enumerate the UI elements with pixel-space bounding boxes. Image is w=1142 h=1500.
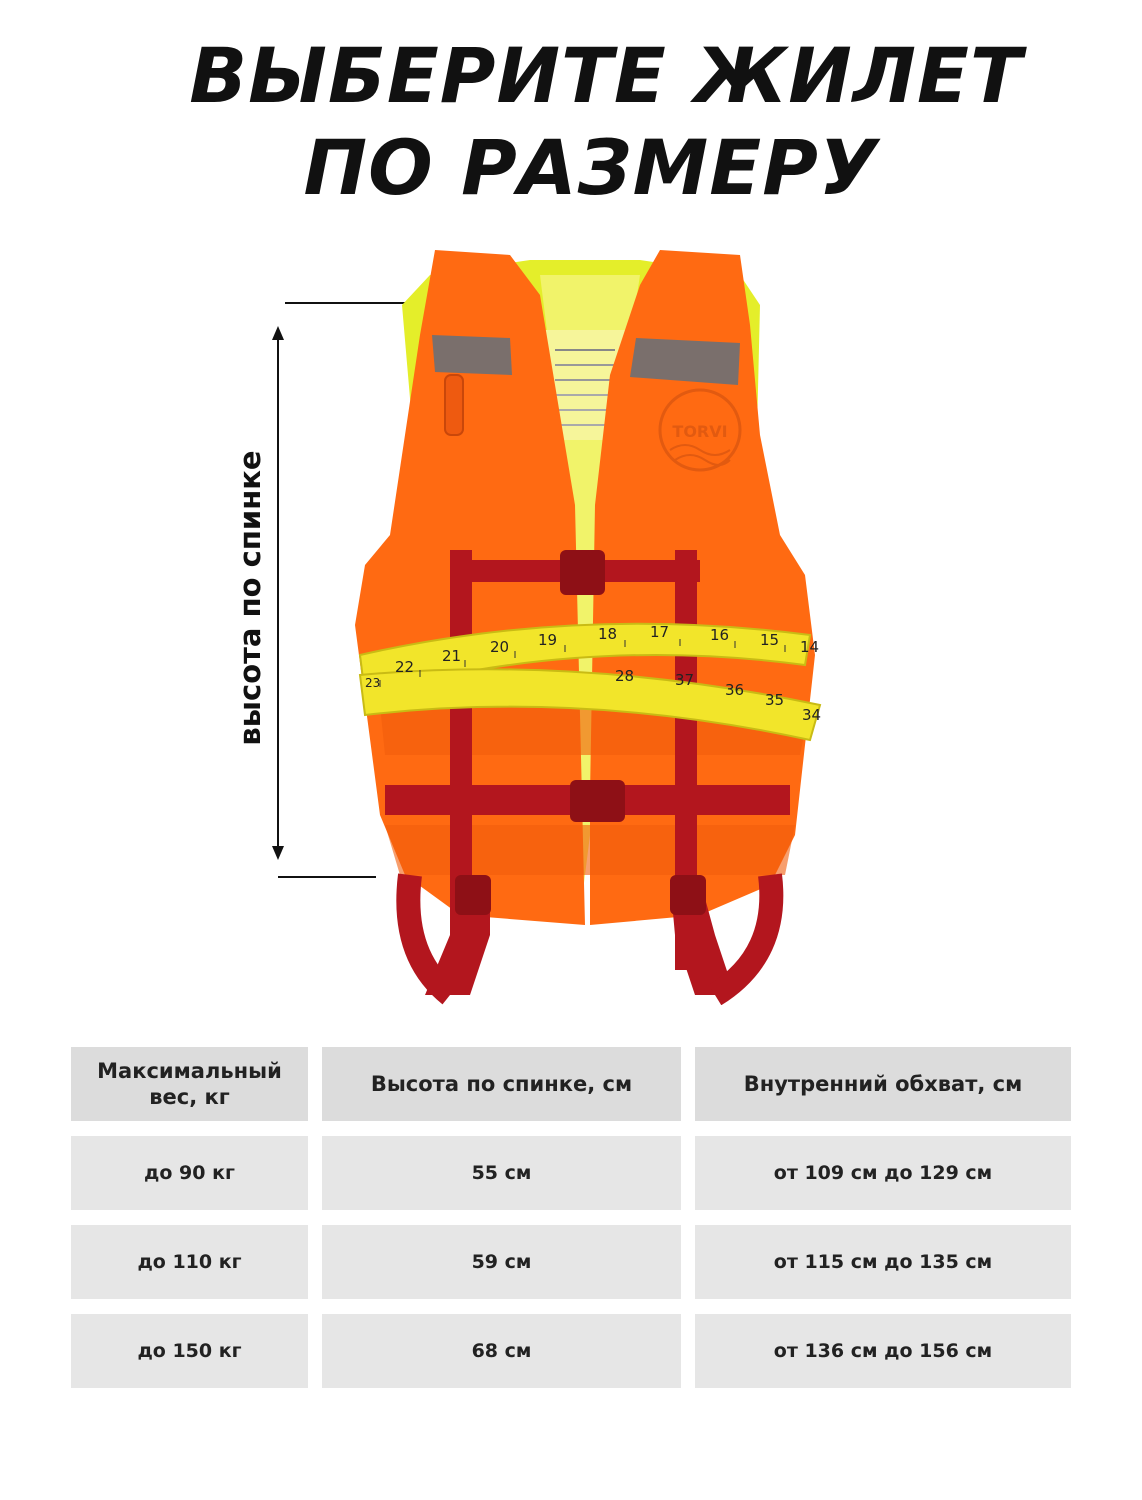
tape-number: 21 — [442, 647, 462, 665]
table-cell-back-height: 59 см — [322, 1225, 681, 1299]
brand-logo-text: TORVI — [672, 422, 728, 441]
buckle-leg-left-icon — [455, 875, 491, 915]
measure-vertical-line — [277, 336, 279, 848]
table-cell-weight: до 90 кг — [71, 1136, 308, 1210]
table-header-girth: Внутренний обхват, см — [695, 1047, 1071, 1121]
whistle-icon — [445, 375, 463, 435]
tape-number: 15 — [760, 631, 780, 649]
tape-number: 23 — [365, 676, 381, 690]
table-cell-weight: до 150 кг — [71, 1314, 308, 1388]
tape-number: 18 — [598, 625, 618, 643]
reflective-stripe-right — [630, 338, 740, 385]
reflective-stripe-left — [432, 335, 512, 375]
table-header-back-height: Высота по спинке, см — [322, 1047, 681, 1121]
tape-number: 34 — [802, 706, 822, 724]
table-cell-girth: от 136 см до 156 см — [695, 1314, 1071, 1388]
table-cell-girth: от 115 см до 135 см — [695, 1225, 1071, 1299]
buckle-chest-icon — [560, 550, 605, 595]
page-title — [0, 30, 1142, 214]
title-line-1: ВЫБЕРИТЕ ЖИЛЕТ — [189, 31, 1023, 120]
life-vest-image — [340, 235, 830, 1005]
table-cell-back-height: 68 см — [322, 1314, 681, 1388]
tape-number: 16 — [710, 626, 730, 644]
table-cell-back-height: 55 см — [322, 1136, 681, 1210]
tape-number: 36 — [725, 681, 745, 699]
table-cell-girth: от 109 см до 129 см — [695, 1136, 1071, 1210]
measure-label-text: высота по спинке — [233, 450, 267, 746]
title-line-2: ПО РАЗМЕРУ — [303, 123, 879, 212]
tape-number: 22 — [395, 658, 415, 676]
tape-number: 20 — [490, 638, 510, 656]
tape-number: 17 — [650, 623, 670, 641]
arrow-up-icon — [272, 326, 284, 340]
buckle-leg-right-icon — [670, 875, 706, 915]
table-cell-weight: до 110 кг — [71, 1225, 308, 1299]
tape-number: 35 — [765, 691, 785, 709]
tape-number: 37 — [675, 671, 695, 689]
buckle-waist-icon — [570, 780, 625, 822]
tape-number: 28 — [615, 667, 635, 685]
table-header-weight: Максимальный вес, кг — [71, 1047, 308, 1121]
tape-number: 14 — [800, 638, 820, 656]
tape-number: 19 — [538, 631, 558, 649]
arrow-down-icon — [272, 846, 284, 860]
